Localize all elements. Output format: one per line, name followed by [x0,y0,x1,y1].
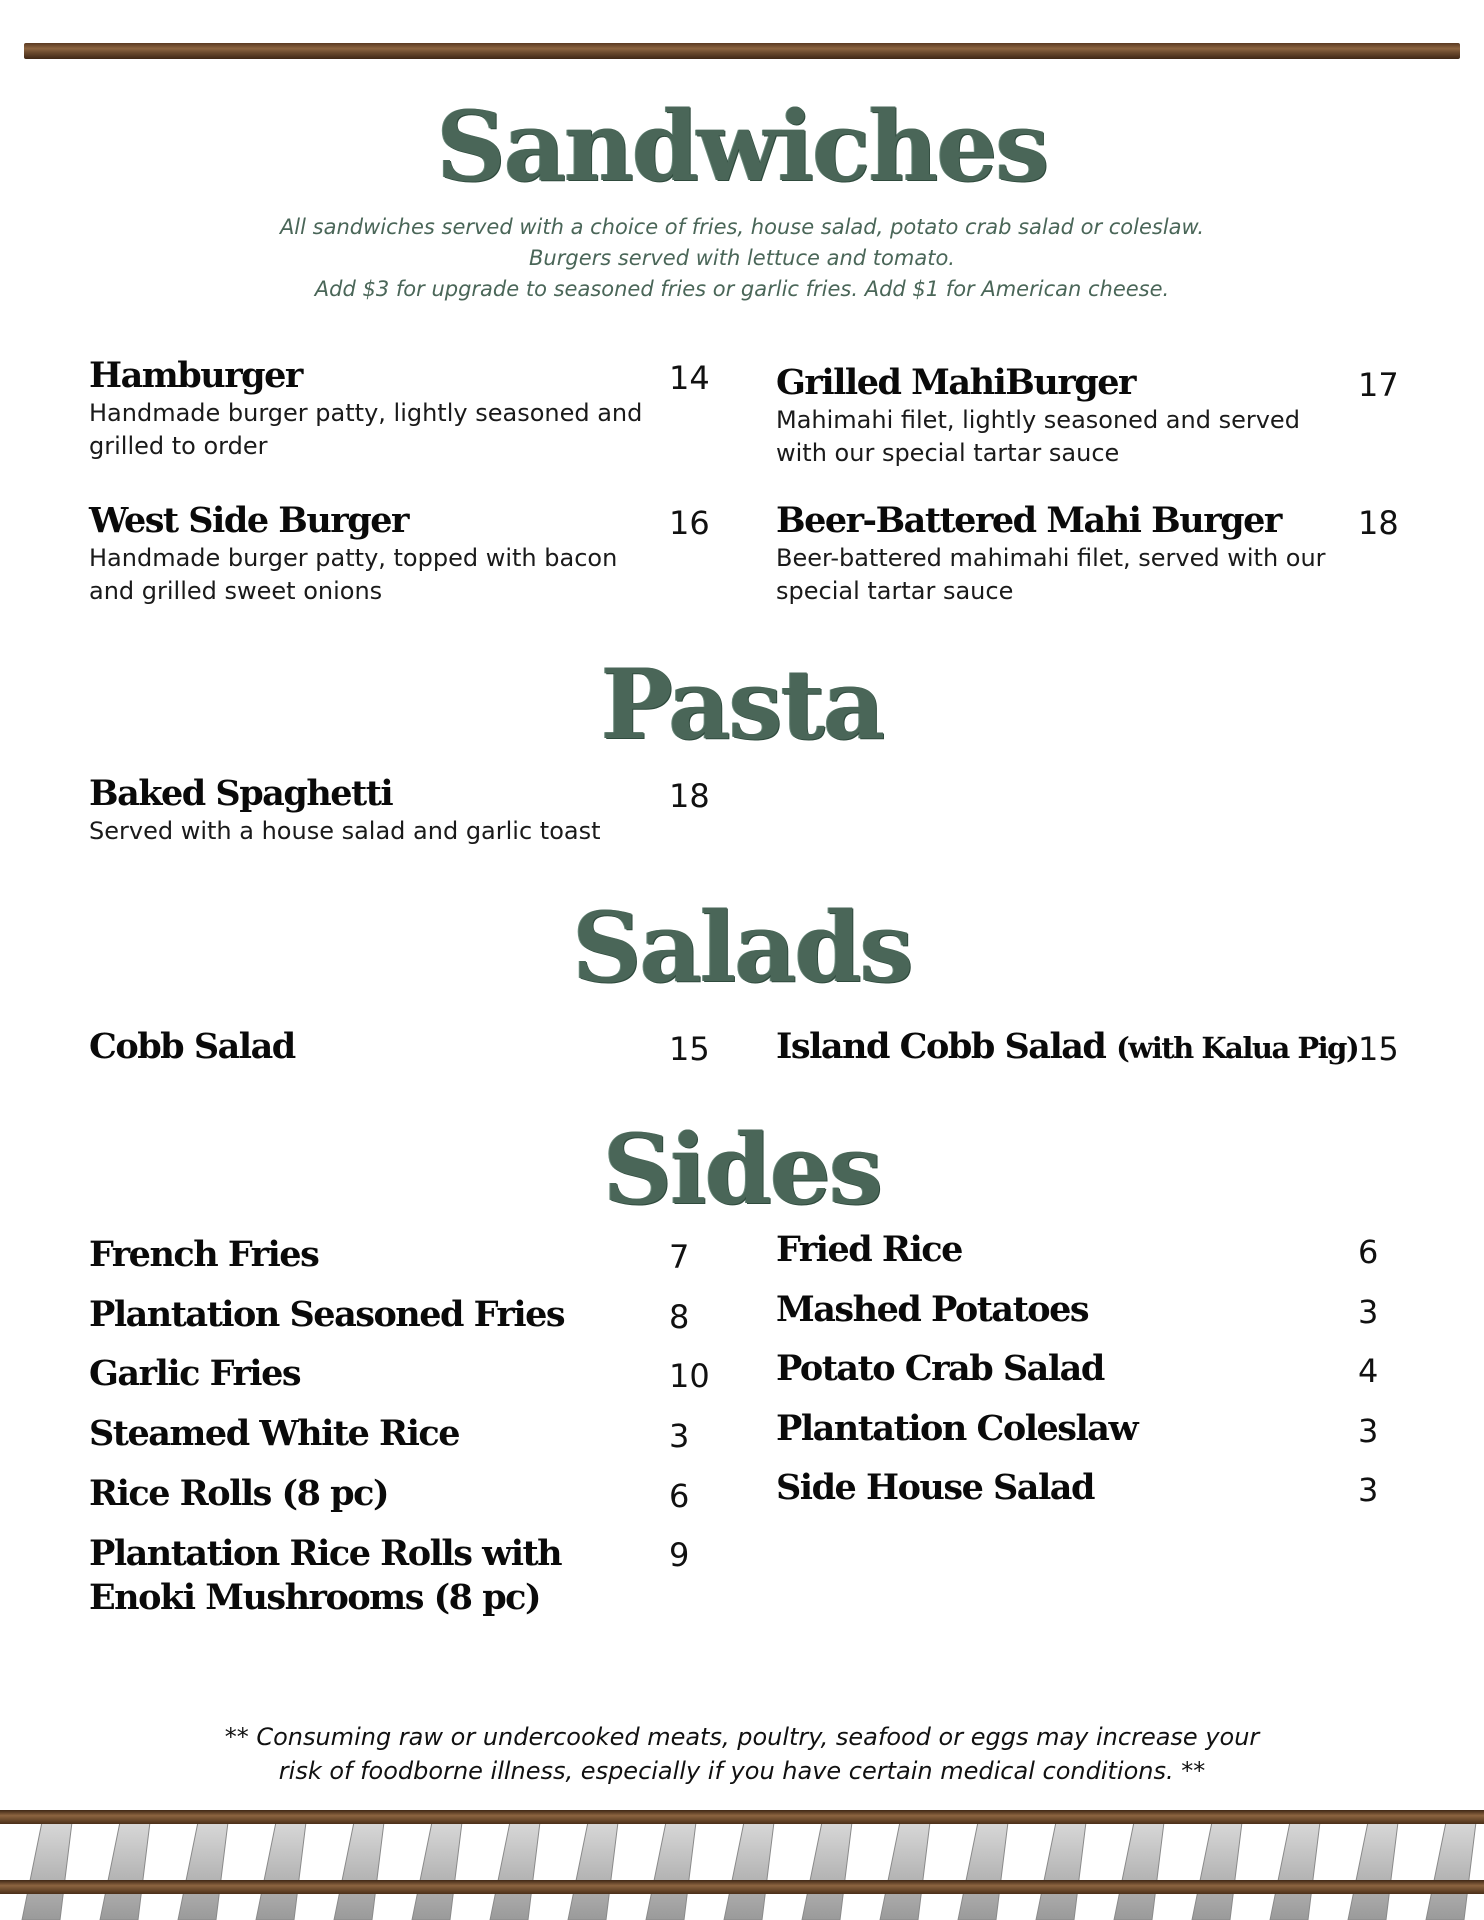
menu-item-hamburger [89,355,649,463]
railroad-tie [100,1822,150,1920]
railroad-tie [334,1822,384,1920]
item-price: 3 [1358,1293,1379,1331]
item-description: Handmade burger patty, lightly seasoned and grilled to order [89,399,643,460]
railroad-tie [646,1822,696,1920]
side-item [776,1229,962,1271]
item-price: 9 [669,1536,690,1574]
railroad-tie [1348,1822,1398,1920]
item-name: Mashed Potatoes [776,1289,1089,1330]
item-description: Mahimahi filet, lightly seasoned and served with our special tartar sauce [776,406,1300,467]
railroad-tie [802,1822,852,1920]
side-item [776,1348,1104,1390]
item-name: Island Cobb Salad [776,1026,1106,1067]
side-item [89,1473,388,1515]
item-name: Grilled MahiBurger [776,362,1135,403]
item-name: Baked Spaghetti [89,773,393,814]
railroad-tie [490,1822,540,1920]
section-title-sandwiches: Sandwiches [436,90,1048,203]
side-item [776,1289,1088,1331]
menu-item-baked-spaghetti [89,773,649,848]
item-price: 15 [1358,1030,1399,1068]
section-title-pasta: Pasta [600,648,884,761]
item-name: Rice Rolls (8 pc) [89,1473,389,1514]
item-name: Plantation Rice Rolls with Enoki Mushrooms (8 pc) [89,1533,562,1618]
top-rail-decoration [24,43,1460,59]
item-name: Hamburger [89,355,302,396]
railroad-tie [178,1822,228,1920]
sandwiches-note: Add $3 for upgrade to seasoned fries or garlic fries. Add $1 for American cheese. [314,277,1170,301]
item-name-suffix: (with Kalua Pig) [1116,1031,1359,1065]
item-name: Side House Salad [776,1467,1094,1508]
railroad-tie [412,1822,462,1920]
railroad-tie [568,1822,618,1920]
item-price: 7 [669,1238,690,1276]
railroad-tie [958,1822,1008,1920]
railroad-tie [1192,1822,1242,1920]
disclaimer-line: ** Consuming raw or undercooked meats, poultry, seafood or eggs may increase your [224,1723,1260,1751]
railroad-tie [880,1822,930,1920]
menu-item-west-side-burger [89,500,649,608]
railroad-tie [22,1822,72,1920]
item-name: Garlic Fries [89,1353,301,1394]
railroad-tie [724,1822,774,1920]
item-price: 10 [669,1357,710,1395]
item-price: 6 [1358,1233,1379,1271]
railroad-tie [256,1822,306,1920]
menu-item-island-cobb-salad [776,1026,1358,1069]
item-name: Beer-Battered Mahi Burger [776,500,1281,541]
railroad-tie [1036,1822,1086,1920]
side-item [89,1353,300,1395]
item-name: Steamed White Rice [89,1413,459,1454]
railroad-tie [1426,1822,1476,1920]
item-price: 3 [669,1417,690,1455]
item-price: 4 [1358,1352,1379,1390]
item-price: 18 [1358,504,1399,542]
side-item [89,1413,459,1455]
disclaimer-line: risk of foodborne illness, especially if you have certain medical conditions. ** [278,1757,1206,1785]
item-price: 17 [1358,366,1399,404]
section-title-sides: Sides [602,1113,882,1226]
railroad-tie [1270,1822,1320,1920]
item-description: Handmade burger patty, topped with bacon and grilled sweet onions [89,544,618,605]
item-name-wrapper [776,1026,1358,1069]
railroad-tie [1114,1822,1164,1920]
menu-item-beer-battered-mahi-burger [776,500,1346,608]
item-name: French Fries [89,1234,319,1275]
item-price: 14 [669,359,710,397]
section-title-salads: Salads [572,891,912,1004]
item-name: Fried Rice [776,1229,962,1270]
item-name: Cobb Salad [89,1026,295,1067]
side-item [89,1234,318,1276]
item-price: 3 [1358,1471,1379,1509]
item-price: 8 [669,1298,690,1336]
health-disclaimer [0,1720,1484,1788]
item-price: 3 [1358,1412,1379,1450]
side-item [776,1408,1137,1450]
item-name: Plantation Seasoned Fries [89,1294,565,1335]
item-name: Potato Crab Salad [776,1348,1104,1389]
menu-item-grilled-mahiburger [776,362,1336,470]
sandwiches-notes [0,212,1484,305]
sandwiches-note: All sandwiches served with a choice of fries, house salad, potato crab salad or coleslaw. [279,215,1205,239]
sandwiches-note: Burgers served with lettuce and tomato. [529,246,955,270]
railroad-tracks-decoration [0,1798,1484,1920]
side-item [776,1467,1094,1509]
side-item [89,1532,609,1620]
item-name: Plantation Coleslaw [776,1408,1138,1449]
item-description: Served with a house salad and garlic toast [89,817,601,845]
menu-item-cobb-salad [89,1026,295,1068]
item-price: 16 [669,504,710,542]
item-price: 15 [669,1030,710,1068]
item-description: Beer-battered mahimahi filet, served with our special tartar sauce [776,544,1326,605]
side-item [89,1294,564,1336]
item-name: West Side Burger [89,500,408,541]
item-price: 6 [669,1477,690,1515]
item-price: 18 [669,777,710,815]
